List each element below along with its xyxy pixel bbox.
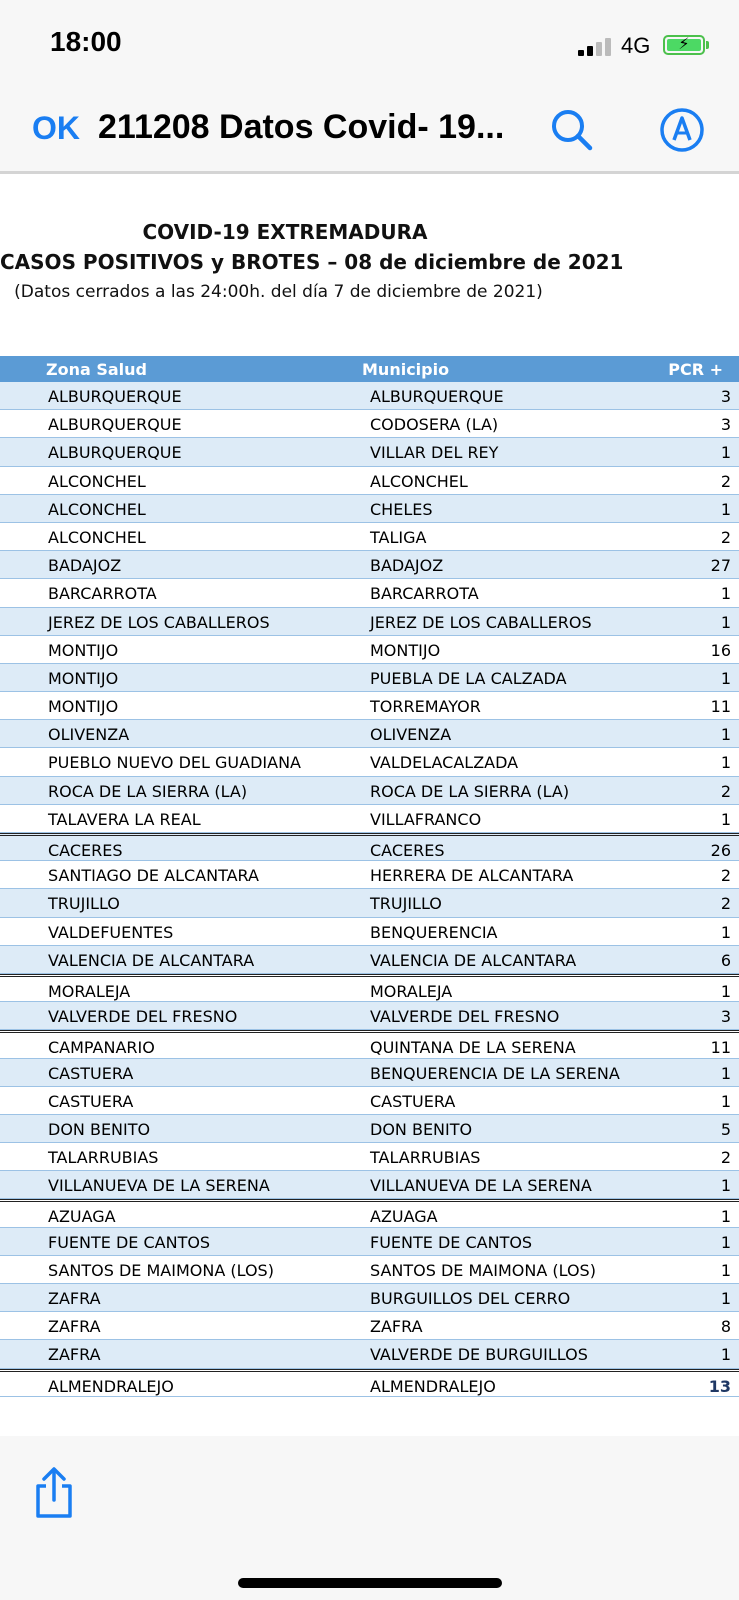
- table-row: [0, 579, 739, 607]
- battery-icon: ⚡: [663, 35, 705, 55]
- table-header: [0, 356, 739, 382]
- doc-heading-1: COVID-19 EXTREMADURA: [142, 220, 428, 244]
- column-header-municipio: Municipio: [362, 360, 450, 379]
- cell-municipio: TALIGA: [370, 527, 427, 547]
- cell-zona-salud: CACERES: [48, 841, 123, 860]
- cell-municipio: OLIVENZA: [370, 725, 452, 745]
- status-bar: [0, 0, 739, 88]
- cell-municipio: VILLAR DEL REY: [370, 443, 499, 463]
- cell-zona-salud: SANTOS DE MAIMONA (LOS): [48, 1260, 274, 1280]
- cell-zona-salud: ALMENDRALEJO: [48, 1376, 174, 1396]
- table-row: [0, 1228, 739, 1256]
- table-row: [0, 1284, 739, 1312]
- battery-cap: [706, 41, 709, 49]
- cell-pcr: 1: [720, 1232, 731, 1252]
- cell-zona-salud: ALBURQUERQUE: [48, 387, 182, 406]
- cell-pcr: 1: [720, 753, 731, 773]
- cell-municipio: CACERES: [370, 841, 445, 860]
- cell-zona-salud: ALBURQUERQUE: [48, 443, 182, 463]
- column-header-zona: Zona Salud: [46, 360, 147, 379]
- cell-zona-salud: DON BENITO: [48, 1119, 151, 1139]
- cell-municipio: BARCARROTA: [370, 584, 479, 604]
- table-row: [0, 692, 739, 720]
- cell-zona-salud: JEREZ DE LOS CABALLEROS: [48, 612, 270, 632]
- cell-zona-salud: AZUAGA: [48, 1207, 116, 1227]
- cell-pcr: 1: [720, 668, 731, 688]
- table-row: [0, 467, 739, 495]
- cell-municipio: VALENCIA DE ALCANTARA: [370, 950, 577, 970]
- share-icon[interactable]: [32, 1466, 76, 1520]
- cell-municipio: TALARRUBIAS: [370, 1148, 481, 1168]
- table-row: [0, 1059, 739, 1087]
- cell-zona-salud: CAMPANARIO: [48, 1038, 155, 1058]
- cell-pcr: 1: [720, 1063, 731, 1083]
- cell-zona-salud: ALCONCHEL: [48, 499, 146, 519]
- cell-zona-salud: ALBURQUERQUE: [48, 415, 182, 435]
- cell-municipio: CASTUERA: [370, 1091, 456, 1111]
- cell-pcr: 1: [720, 1260, 731, 1280]
- table-row: [0, 664, 739, 692]
- pdf-document[interactable]: [0, 174, 739, 1436]
- cell-pcr: 1: [720, 499, 731, 519]
- cell-municipio: TORREMAYOR: [370, 697, 481, 717]
- cell-pcr: 1: [720, 922, 731, 942]
- cell-zona-salud: CASTUERA: [48, 1091, 134, 1111]
- cell-municipio: VILLANUEVA DE LA SERENA: [370, 1176, 592, 1196]
- cell-zona-salud: TALARRUBIAS: [48, 1148, 159, 1168]
- cell-pcr: 2: [720, 527, 731, 547]
- cell-municipio: BENQUERENCIA: [370, 922, 498, 942]
- cell-pcr: 1: [720, 981, 731, 1001]
- cell-zona-salud: MONTIJO: [48, 668, 119, 688]
- cell-pcr: 1: [720, 1345, 731, 1365]
- cell-municipio: MONTIJO: [370, 640, 441, 660]
- cell-pcr: 1: [720, 1289, 731, 1308]
- cell-pcr: 2: [720, 1148, 731, 1168]
- table-row: [0, 608, 739, 636]
- cell-pcr: 1: [720, 1207, 731, 1227]
- table-row: [0, 410, 739, 438]
- cell-municipio: ALMENDRALEJO: [370, 1376, 496, 1396]
- cell-municipio: MORALEJA: [370, 981, 453, 1001]
- table-row: [0, 523, 739, 551]
- table-row: [0, 1171, 739, 1199]
- cell-municipio: ALCONCHEL: [370, 471, 468, 491]
- table-row: [0, 1312, 739, 1340]
- table-row: [0, 833, 739, 861]
- cell-municipio: ZAFRA: [370, 1317, 423, 1337]
- cell-municipio: ALBURQUERQUE: [370, 387, 504, 406]
- markup-icon[interactable]: [658, 106, 706, 154]
- done-button[interactable]: OK: [32, 110, 80, 146]
- home-indicator: [238, 1578, 502, 1588]
- table-row: [0, 1340, 739, 1368]
- table-row: [0, 438, 739, 466]
- cell-municipio: VILLAFRANCO: [370, 809, 482, 829]
- table-row: [0, 1030, 739, 1058]
- document-title: 211208 Datos Covid- 19...: [98, 108, 505, 146]
- cell-municipio: SANTOS DE MAIMONA (LOS): [370, 1260, 596, 1280]
- signal-icon: [578, 36, 614, 56]
- cell-pcr: 16: [710, 640, 731, 660]
- cell-pcr: 1: [720, 809, 731, 829]
- table-row: [0, 946, 739, 974]
- cell-zona-salud: SANTIAGO DE ALCANTARA: [48, 866, 259, 886]
- cell-municipio: TRUJILLO: [370, 894, 442, 914]
- cell-pcr: 1: [720, 1176, 731, 1196]
- cell-municipio: FUENTE DE CANTOS: [370, 1232, 533, 1252]
- table-row: [0, 974, 739, 1002]
- doc-subtitle: (Datos cerrados a las 24:00h. del día 7 de diciembre de 2021): [14, 282, 543, 302]
- cell-pcr: 1: [720, 1091, 731, 1111]
- cell-pcr: 2: [720, 781, 731, 801]
- cell-pcr: 27: [710, 556, 731, 576]
- table-body: [0, 382, 739, 1397]
- bottom-toolbar: [0, 1436, 739, 1600]
- table-row: [0, 1369, 739, 1397]
- cell-municipio: BADAJOZ: [370, 556, 444, 576]
- table-row: [0, 636, 739, 664]
- table-row: [0, 1115, 739, 1143]
- cell-zona-salud: MONTIJO: [48, 640, 119, 660]
- cell-pcr: 1: [720, 443, 731, 463]
- cell-pcr: 26: [710, 841, 731, 860]
- cell-zona-salud: ZAFRA: [48, 1289, 101, 1308]
- table-row: [0, 495, 739, 523]
- table-row: [0, 1143, 739, 1171]
- cell-zona-salud: TALAVERA LA REAL: [48, 809, 201, 829]
- cell-pcr: 3: [720, 1007, 731, 1027]
- cell-zona-salud: VALVERDE DEL FRESNO: [48, 1007, 238, 1027]
- table-row: [0, 805, 739, 833]
- table-row: [0, 777, 739, 805]
- cell-zona-salud: VALENCIA DE ALCANTARA: [48, 950, 255, 970]
- table-row: [0, 748, 739, 776]
- column-header-pcr: PCR +: [668, 360, 723, 379]
- cell-zona-salud: OLIVENZA: [48, 725, 130, 745]
- cell-zona-salud: ZAFRA: [48, 1317, 101, 1337]
- table-row: [0, 720, 739, 748]
- table-row: [0, 1199, 739, 1227]
- cell-municipio: BENQUERENCIA DE LA SERENA: [370, 1063, 620, 1083]
- cell-pcr: 13: [708, 1376, 731, 1396]
- cell-pcr: 1: [720, 725, 731, 745]
- cell-municipio: VALVERDE DEL FRESNO: [370, 1007, 560, 1027]
- cell-municipio: PUEBLA DE LA CALZADA: [370, 668, 567, 688]
- cell-municipio: ROCA DE LA SIERRA (LA): [370, 781, 570, 801]
- network-type: 4G: [621, 33, 651, 58]
- cell-zona-salud: ROCA DE LA SIERRA (LA): [48, 781, 248, 801]
- table-row: [0, 889, 739, 917]
- cell-zona-salud: BADAJOZ: [48, 556, 122, 576]
- cell-municipio: VALVERDE DE BURGUILLOS: [370, 1345, 588, 1365]
- cell-pcr: 3: [720, 387, 731, 406]
- cell-zona-salud: PUEBLO NUEVO DEL GUADIANA: [48, 753, 301, 773]
- table-row: [0, 1087, 739, 1115]
- cell-zona-salud: CASTUERA: [48, 1063, 134, 1083]
- cell-pcr: 2: [720, 894, 731, 914]
- cell-zona-salud: VALDEFUENTES: [48, 922, 174, 942]
- cell-municipio: BURGUILLOS DEL CERRO: [370, 1289, 571, 1308]
- table-row: [0, 918, 739, 946]
- status-time: 18:00: [50, 26, 122, 57]
- cell-pcr: 11: [710, 697, 731, 717]
- cell-municipio: JEREZ DE LOS CABALLEROS: [370, 612, 592, 632]
- cell-pcr: 2: [720, 471, 731, 491]
- cell-municipio: CHELES: [370, 499, 433, 519]
- table-row: [0, 1002, 739, 1030]
- cell-pcr: 2: [720, 866, 731, 886]
- cell-municipio: QUINTANA DE LA SERENA: [370, 1038, 576, 1058]
- cell-zona-salud: MONTIJO: [48, 697, 119, 717]
- navigation-bar: [0, 88, 739, 174]
- table-row: [0, 551, 739, 579]
- table-row: [0, 861, 739, 889]
- cell-zona-salud: ZAFRA: [48, 1345, 101, 1365]
- table-row: [0, 382, 739, 410]
- doc-heading-2: CASOS POSITIVOS y BROTES – 08 de diciembre de 2021: [0, 250, 624, 274]
- cell-pcr: 5: [720, 1119, 731, 1139]
- cell-municipio: AZUAGA: [370, 1207, 438, 1227]
- cell-zona-salud: BARCARROTA: [48, 584, 157, 604]
- search-icon[interactable]: [548, 106, 596, 154]
- cell-pcr: 6: [720, 950, 731, 970]
- cell-pcr: 1: [720, 612, 731, 632]
- cell-pcr: 11: [710, 1038, 731, 1058]
- cell-zona-salud: MORALEJA: [48, 981, 131, 1001]
- cell-zona-salud: VILLANUEVA DE LA SERENA: [48, 1176, 270, 1196]
- cell-zona-salud: FUENTE DE CANTOS: [48, 1232, 211, 1252]
- cell-municipio: HERRERA DE ALCANTARA: [370, 866, 574, 886]
- table-row: [0, 1256, 739, 1284]
- cell-pcr: 8: [720, 1317, 731, 1337]
- cell-zona-salud: ALCONCHEL: [48, 527, 146, 547]
- cell-municipio: VALDELACALZADA: [370, 753, 519, 773]
- cell-zona-salud: TRUJILLO: [48, 894, 120, 914]
- cell-municipio: DON BENITO: [370, 1119, 473, 1139]
- cell-pcr: 1: [720, 584, 731, 604]
- cell-zona-salud: ALCONCHEL: [48, 471, 146, 491]
- cell-pcr: 3: [720, 415, 731, 435]
- cell-municipio: CODOSERA (LA): [370, 415, 499, 435]
